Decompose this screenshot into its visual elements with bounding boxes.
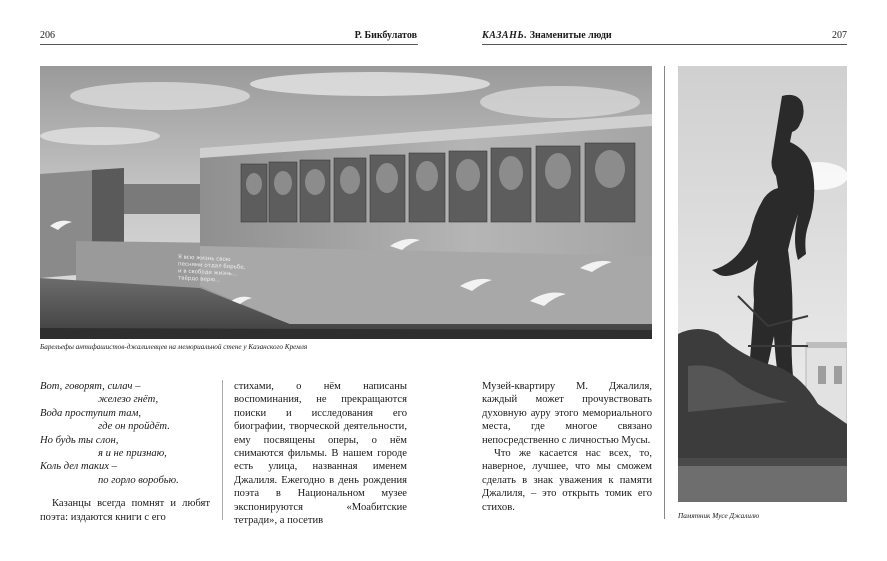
left-page-number: 206 [40, 30, 55, 41]
right-running-section: Знаменитые люди [529, 30, 612, 41]
wall-inscription-line: твёрдо верю... [178, 275, 221, 284]
paragraph: Казанцы всегда помнят и любят поэта: издаются книги с его [40, 498, 210, 523]
text-column-1 [40, 380, 210, 524]
poem-stanza [40, 380, 210, 487]
poem-line: Коль дел таких – [40, 461, 117, 473]
memorial-photo-caption: Барельефы антифашистов-джалилевцев на мемориальной стене у Казанского Кремля [40, 343, 308, 351]
right-page-number: 207 [832, 30, 847, 41]
poem-line: Но будь ты слон, [40, 434, 119, 446]
right-running-city: КАЗАНЬ. [482, 30, 528, 41]
wall-inscription-line: Я всю жизнь свою [178, 254, 231, 264]
wall-inscription-line: и в свободе жизнь... [178, 268, 238, 278]
paragraph: стихами, о нём написаны воспоминания, не прекращаются поиски и исследования его биографии, творческой деятельности, ему посвящены оперы, о нём снимаются фильмы. В нашем городе есть улица, названная именем Джалиля. Ежегодно в день рождения поэта в Национальном музее экспонируются «Моабитские тетради», а посетив [234, 381, 407, 527]
paragraph: Что же касается нас всех, то, наверное, лучшее, что мы сможем сделать в знак уважения к памяти Джалиля, – это открыть томик его стихов. [482, 448, 652, 513]
left-running-author: Р. Бикбулатов [354, 30, 417, 41]
poem-line: я и не признаю, [98, 448, 167, 460]
wall-inscription-line: песнями отдал борьбе, [178, 261, 246, 271]
text-column-2 [234, 380, 407, 527]
text-column-3 [482, 380, 652, 514]
monument-photo [678, 66, 847, 502]
body-text [40, 497, 210, 524]
poem-line: Вот, говорят, силач – [40, 381, 141, 392]
memorial-wall-photo [40, 66, 652, 339]
poem-line: Вода проступит там, [40, 407, 141, 419]
spread-separator [664, 66, 665, 519]
monument-photo-caption: Памятник Мусе Джалилю [678, 512, 760, 520]
right-header-rule [482, 44, 847, 45]
right-running-title [482, 30, 612, 42]
column-separator [222, 380, 223, 520]
poem-line: где он пройдёт. [98, 421, 170, 433]
paragraph: Музей-квартиру М. Джалиля, каждый может прочувствовать духовную ауру этого мемориального места, где многое связано непосредственно с личностью Мусы. [482, 381, 652, 446]
poem-line: железо гнёт, [98, 394, 159, 406]
left-header-rule [40, 44, 418, 45]
poem-line: по горло воробью. [98, 474, 179, 486]
